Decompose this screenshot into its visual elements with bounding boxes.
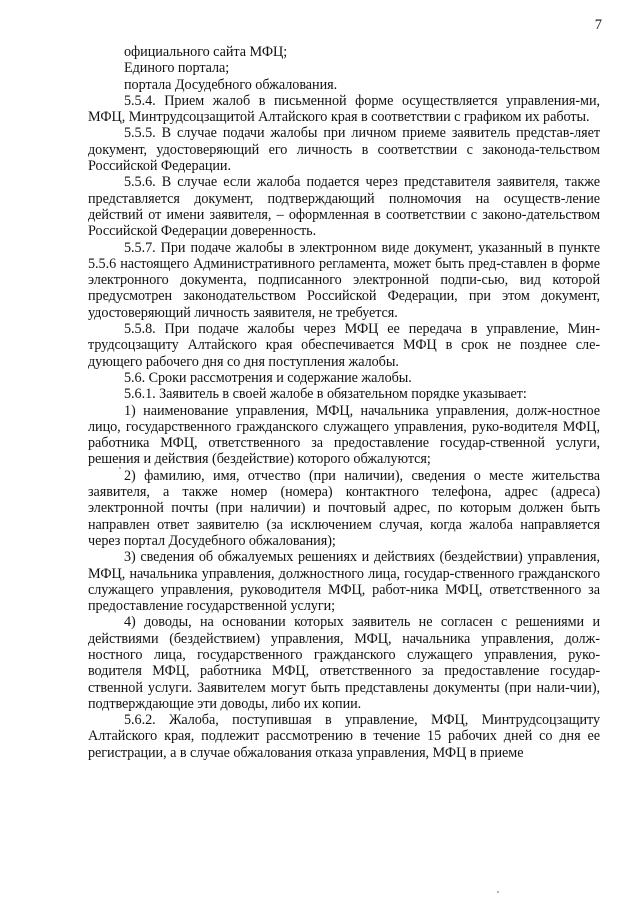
paragraph-5-6-2: 5.6.2. Жалоба, поступившая в управление, МФЦ, Минтрудсоцзащиту Алтайского края, подлежит рассмотрению в течение 15 рабочих дней со дня ее регистрации, а в случае обжалования отказа управления, МФЦ в приеме <box>88 712 600 761</box>
page-number: 7 <box>594 17 602 33</box>
paragraph-list-item-site: официального сайта МФЦ; <box>124 44 288 60</box>
paragraph-5-5-5: 5.5.5. В случае подачи жалобы при личном приеме заявитель представ-ляет документ, удостоверяющий его личность в соответствии с законода-тельством Российской Федерации. <box>88 125 600 175</box>
document-body <box>88 44 600 761</box>
list-item-1: 1) наименование управления, МФЦ, начальника управления, долж-ностное лицо, государственного гражданского служащего управления, руко-водителя МФЦ, работника МФЦ, ответственного за предоставление государ-ственной услуги, решения и действия (бездействие) которого обжалуются; <box>88 402 600 468</box>
paragraph-5-5-4: 5.5.4. Прием жалоб в письменной форме осуществляется управления-ми, МФЦ, Минтрудсоцзащитой Алтайского края в соответствии с графиком их работы. <box>88 92 600 126</box>
paragraph-list-item-portal: Единого портала; <box>124 60 230 77</box>
paragraph-5-6-1: 5.6.1. Заявитель в своей жалобе в обязательном порядке указывает: <box>124 386 527 403</box>
paragraph-5-5-6: 5.5.6. В случае если жалоба подается через представителя заявителя, также представляется документ, подтверждающий полномочия на осуществ-ление действий от имени заявителя, – оформленная в соответствии с законо-дательством Российской Федерации доверенность. <box>88 174 600 240</box>
paragraph-list-item-appeal-portal: портала Досудебного обжалования. <box>124 76 338 93</box>
paragraph-5-5-8: 5.5.8. При подаче жалобы через МФЦ ее передача в управление, Мин-трудсоцзащиту Алтайского края обеспечивается МФЦ в срок не позднее сле-дующего рабочего дня со дня поступления жалобы. <box>88 321 600 370</box>
section-heading-5-6: 5.6. Сроки рассмотрения и содержание жалобы. <box>124 369 412 386</box>
list-item-2: 2) фамилию, имя, отчество (при наличии), сведения о месте жительства заявителя, а также номер (номера) контактного телефона, адрес (адреса) электронной почты (при наличии) и почтовый адрес, по которым должен быть направлен ответ заявителю (за исключением случая, когда жалоба направляется через портал Досудебного обжалования); <box>88 467 600 549</box>
scan-speck <box>497 891 499 893</box>
list-item-4: 4) доводы, на основании которых заявитель не согласен с решениями и действиями (бездействием) управления, МФЦ, начальника управления, долж-ностного лица, государственного гражданского служащего управления, руко-водителя МФЦ, работника МФЦ, ответственного за предоставление государ-ственной услуги. Заявителем могут быть представлены документы (при нали-чии), подтверждающие эти доводы, либо их копии. <box>88 614 600 712</box>
list-item-3: 3) сведения об обжалуемых решениях и действиях (бездействии) управления, МФЦ, начальника управления, должностного лица, государ-ственного гражданского служащего управления, руководителя МФЦ, работ-ника МФЦ, ответственного за предоставление государственной услуги; <box>88 549 600 615</box>
scan-speck <box>119 467 121 469</box>
paragraph-5-5-7: 5.5.7. При подаче жалобы в электронном виде документ, указанный в пункте 5.5.6 настоящего Административного регламента, может быть пред-ставлен в форме электронного документа, подписанного электронной подпи-сью, вид которой предусмотрен законодательством Российской Федерации, при этом документ, удостоверяющий личность заявителя, не требуется. <box>88 239 600 321</box>
